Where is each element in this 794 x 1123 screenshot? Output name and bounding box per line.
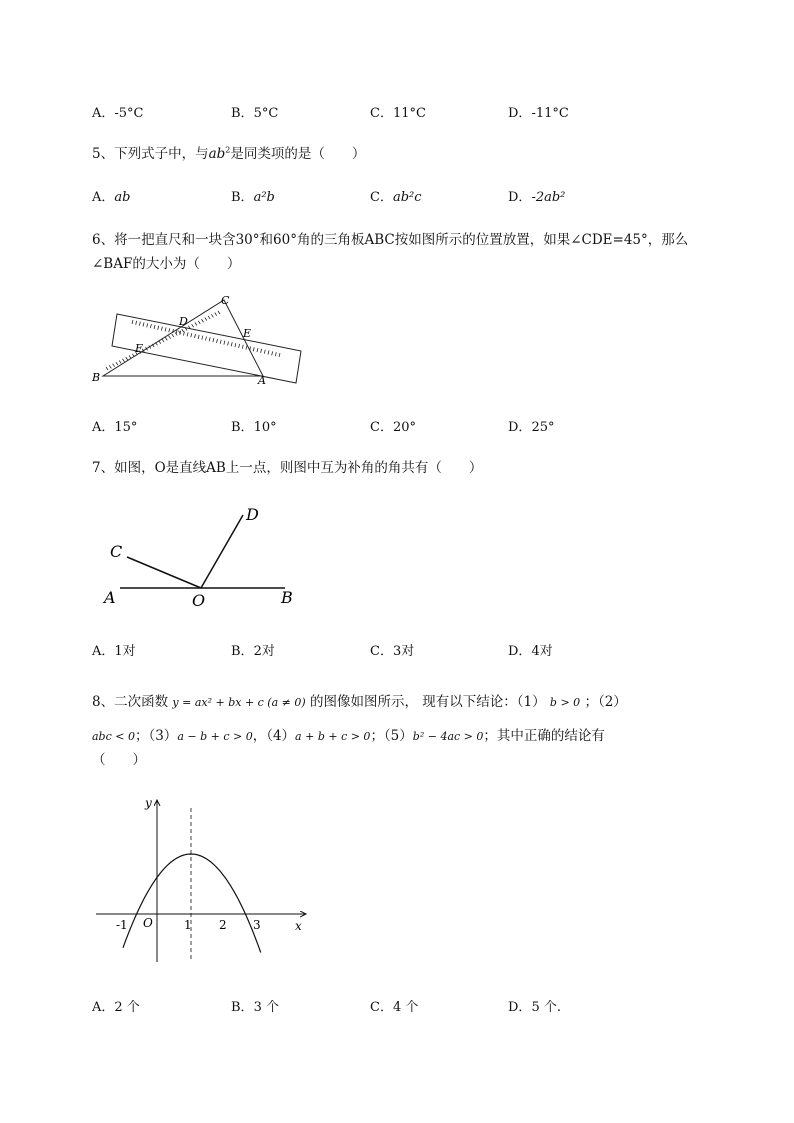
q7-option-a[interactable]: A．1对 xyxy=(92,644,136,659)
q8-stem-line2: abc < 0；（3）a − b + c > 0，（4）a + b + c > 0；（5）b² − 4ac > 0；其中正确的结论有 xyxy=(92,728,605,744)
q4-option-c[interactable]: C．11°C xyxy=(370,106,426,121)
q8-option-d[interactable]: D．5 个. xyxy=(508,1000,561,1015)
label-e: E xyxy=(243,327,252,340)
label-b: B xyxy=(92,371,101,384)
q6-option-c[interactable]: C．20° xyxy=(370,420,416,435)
q8-option-a[interactable]: A．2 个 xyxy=(92,1000,140,1015)
q7-stem: 7、如图，O是直线AB上一点，则图中互为补角的角共有（ ） xyxy=(92,460,483,476)
label-f: F xyxy=(135,342,143,355)
q4-option-a[interactable]: A．-5°C xyxy=(92,106,144,121)
q5-option-d[interactable]: D．-2ab² xyxy=(508,190,566,205)
label-d: D xyxy=(179,315,188,328)
tick-label-1: 1 xyxy=(184,918,192,932)
tick-label-2: 2 xyxy=(219,918,227,932)
label-c: C xyxy=(110,542,123,561)
label-o: O xyxy=(192,591,206,610)
q6-option-b[interactable]: B．10° xyxy=(231,420,277,435)
q8-option-c[interactable]: C．4 个 xyxy=(370,1000,419,1015)
origin-label: O xyxy=(143,916,153,930)
q5-option-b[interactable]: B．a²b xyxy=(231,190,275,205)
label-a: A xyxy=(104,588,116,607)
q6-option-a[interactable]: A．15° xyxy=(92,420,138,435)
q4-option-b[interactable]: B．5°C xyxy=(231,106,279,121)
q5-option-c[interactable]: C．ab²c xyxy=(370,190,422,205)
q5-stem: 5、下列式子中，与$ab^2$是同类项的是（ ） xyxy=(92,145,366,162)
x-label: x xyxy=(295,919,302,933)
label-b: B xyxy=(281,588,293,607)
tick-label-neg1: -1 xyxy=(116,918,128,932)
label-a: A xyxy=(258,374,266,387)
q8-option-b[interactable]: B．3 个 xyxy=(231,1000,279,1015)
q6-stem-line2: ∠BAF的大小为（ ） xyxy=(92,256,241,272)
tick-label-3: 3 xyxy=(253,918,261,932)
parabola xyxy=(123,854,261,953)
q7-option-d[interactable]: D．4对 xyxy=(508,644,553,659)
q8-stem-line1: 8、二次函数 y = ax² + bx + c (a ≠ 0) 的图像如图所示， 现有以下结论：（1） b > 0 ；（2） xyxy=(92,694,627,710)
q7-option-b[interactable]: B．2对 xyxy=(231,644,275,659)
q6-option-d[interactable]: D．25° xyxy=(508,420,555,435)
label-c: C xyxy=(221,294,230,307)
q7-option-c[interactable]: C．3对 xyxy=(370,644,415,659)
q6-stem-line1: 6、将一把直尺和一块含30°和60°角的三角板ABC按如图所示的位置放置，如果∠CDE=45°，那么 xyxy=(92,232,689,248)
function-expr: y = ax² + bx + c (a ≠ 0) xyxy=(172,696,306,709)
y-label: y xyxy=(145,796,152,810)
q4-option-d[interactable]: D．-11°C xyxy=(508,106,569,121)
q5-option-a[interactable]: A．ab xyxy=(92,190,131,205)
q8-stem-line3: （ ） xyxy=(92,752,146,768)
label-d: D xyxy=(246,505,259,524)
